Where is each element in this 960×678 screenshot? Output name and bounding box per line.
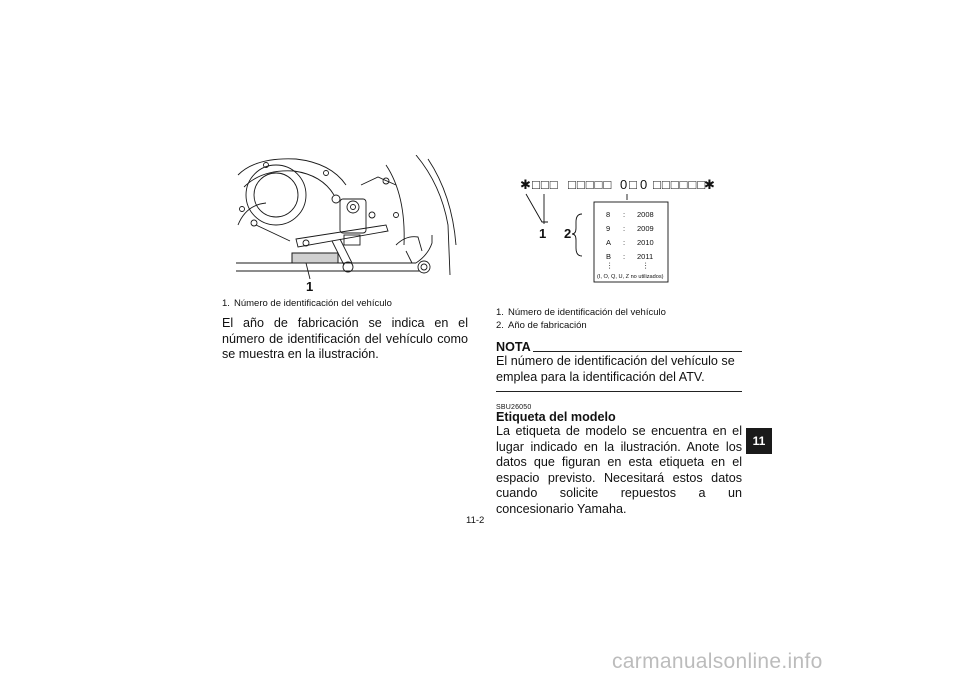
caption-number: 2. (496, 320, 504, 331)
caption-text: Número de identificación del vehículo (234, 298, 392, 309)
year-value: 2008 (637, 210, 654, 219)
year-sep: : (623, 252, 626, 261)
note-bottom-rule (496, 391, 742, 392)
year-sep: : (623, 210, 626, 219)
year-code: B (606, 252, 612, 261)
ellipsis-year: ⋮ (642, 261, 650, 270)
caption-text: Número de identificación del vehículo (508, 307, 666, 318)
figure-caption (222, 297, 472, 310)
vin-suffix-star: ✱ (704, 177, 715, 192)
vin-callout-1: 1 (539, 226, 547, 241)
year-value: 2009 (637, 224, 654, 233)
year-value: 2011 (637, 252, 654, 261)
year-code: 9 (606, 224, 611, 233)
vin-callout-2: 2 (564, 226, 572, 241)
caption-number: 1. (222, 298, 230, 309)
note-title: NOTA (496, 340, 531, 354)
ellipsis-code: ⋮ (606, 261, 614, 270)
chapter-tab: 11 (746, 428, 772, 454)
caption-number: 1. (496, 307, 504, 318)
vin-group-3c: 0 (640, 177, 648, 192)
caption-text: Año de fabricación (508, 320, 587, 331)
section-title: Etiqueta del modelo (496, 410, 616, 424)
year-code: 8 (606, 210, 611, 219)
illustration-callout-1: 1 (306, 279, 314, 294)
vin-year-diagram (516, 170, 746, 288)
vin-prefix-star: ✱ (520, 177, 531, 192)
note-text: El número de identificación del vehículo se emplea para la identificación del ATV. (496, 354, 735, 384)
vin-group-4: □□□□□□ (653, 177, 707, 192)
watermark: carmanualsonline.info (612, 650, 823, 673)
figure-captions (496, 306, 746, 332)
note-rule (533, 351, 742, 352)
vin-group-3a: 0 (620, 177, 628, 192)
vin-group-2: □□□□□ (568, 177, 613, 192)
vin-plate (292, 253, 338, 263)
body-paragraph: El año de fabricación se indica en el número de identificación del vehículo como se muestra en la ilustración. (222, 316, 468, 362)
year-code: A (606, 238, 612, 247)
caption-line (496, 306, 746, 319)
year-sep: : (623, 238, 626, 247)
page-number: 11-2 (466, 515, 485, 526)
note-block (496, 340, 742, 392)
vin-group-3b: □ (629, 177, 637, 192)
year-value: 2010 (637, 238, 654, 247)
note-header (496, 340, 742, 354)
caption-line (496, 319, 746, 332)
vin-group-1: □□□ (532, 177, 559, 192)
section-body: La etiqueta de modelo se encuentra en el lugar indicado en la ilustración. Anote los datos que figuran en esta etiqueta en el espacio previsto. Necesitará estos datos cuando solicite repuestos a un concesionario Yamaha. (496, 424, 742, 516)
vehicle-frame-illustration (236, 155, 462, 295)
unused-letters-note: (I, O, Q, U, Z no utilizados) (597, 274, 664, 280)
year-sep: : (623, 224, 626, 233)
section-code: SBU26050 (496, 404, 532, 411)
